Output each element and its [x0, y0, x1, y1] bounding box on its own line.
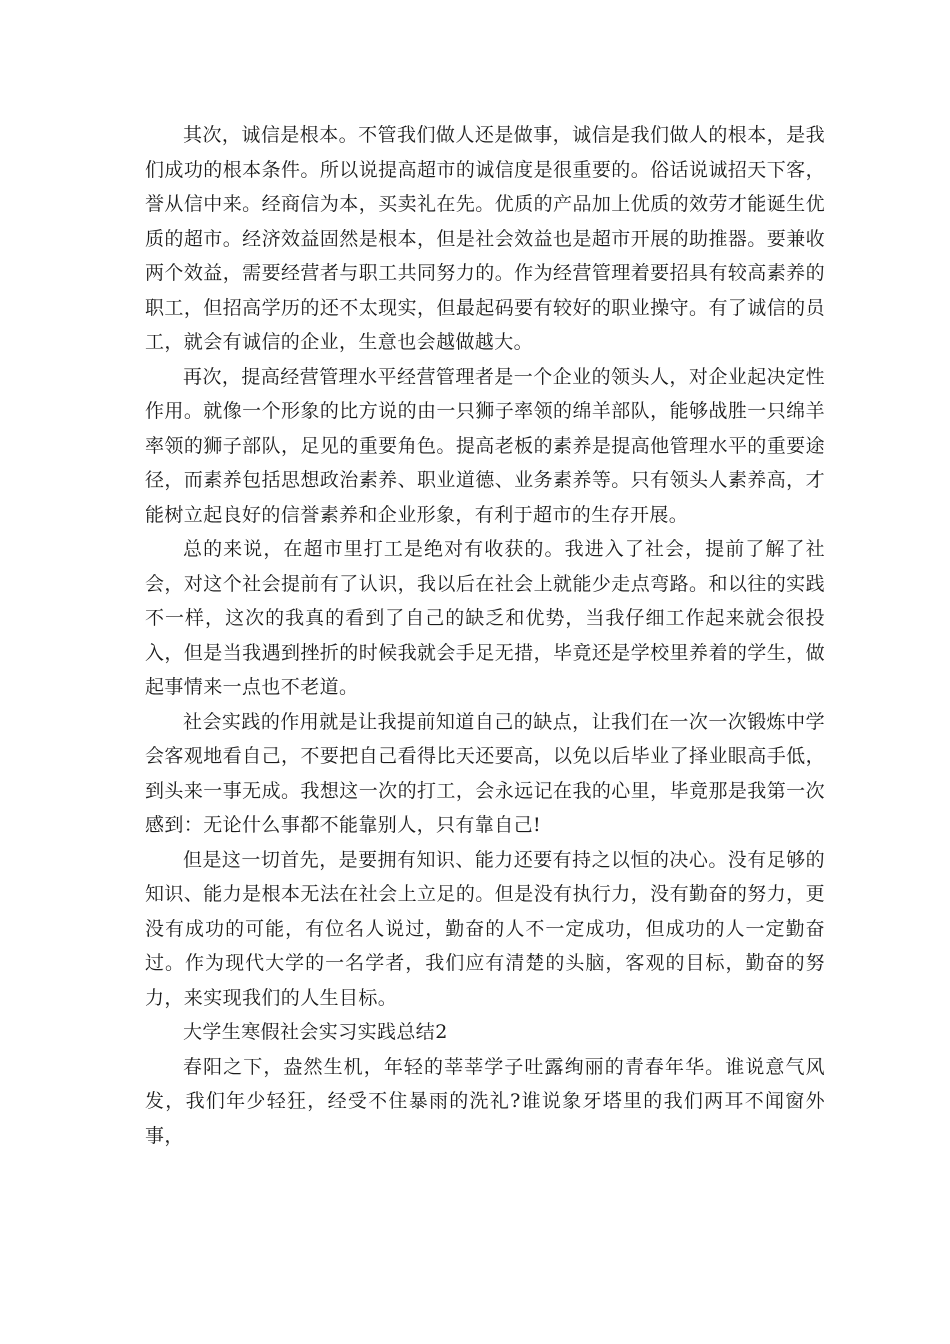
paragraph-practice-role: 社会实践的作用就是让我提前知道自己的缺点，让我们在一次一次锻炼中学会客观地看自己，不要把自己看得比天还要高，以免以后毕业了择业眼高手低，到头来一事无成。我想这一次的打工，会永远记在我的心里，毕竟那是我第一次感到：无论什么事都不能靠别人，只有靠自己!	[145, 710, 825, 836]
paragraph-management: 再次，提高经营管理水平经营管理者是一个企业的领头人，对企业起决定性作用。就像一个形象的比方说的由一只狮子率领的绵羊部队，能够战胜一只绵羊率领的狮子部队，足见的重要角色。提高老板的素养是提高他管理水平的重要途径，而素养包括思想政治素养、职业道德、业务素养等。只有领头人素养高，才能树立起良好的信誉素养和企业形象，有利于超市的生存开展。	[145, 365, 825, 526]
document-body	[145, 118, 825, 1153]
paragraph-integrity: 其次，诚信是根本。不管我们做人还是做事，诚信是我们做人的根本，是我们成功的根本条件。所以说提高超市的诚信度是很重要的。俗话说诚招天下客，誉从信中来。经商信为本，买卖礼在先。优质的产品加上优质的效劳才能诞生优质的超市。经济效益固然是根本，但是社会效益也是超市开展的助推器。要兼收两个效益，需要经营者与职工共同努力的。作为经营管理着要招具有较高素养的职工，但招高学历的还不太现实，但最起码要有较好的职业操守。有了诚信的员工，就会有诚信的企业，生意也会越做越大。	[145, 124, 825, 353]
paragraph-spring: 春阳之下，盎然生机，年轻的莘莘学子吐露绚丽的青春年华。谁说意气风发，我们年少轻狂，经受不住暴雨的洗礼?谁说象牙塔里的我们两耳不闻窗外事，	[145, 1055, 825, 1147]
section-title: 大学生寒假社会实习实践总结2	[183, 1021, 448, 1043]
paragraph-summary: 总的来说，在超市里打工是绝对有收获的。我进入了社会，提前了解了社会，对这个社会提前有了认识，我以后在社会上就能少走点弯路。和以往的实践不一样，这次的我真的看到了自己的缺乏和优势，当我仔细工作起来就会很投入，但是当我遇到挫折的时候我就会手足无措，毕竟还是学校里养着的学生，做起事情来一点也不老道。	[145, 538, 825, 698]
paragraph-knowledge: 但是这一切首先，是要拥有知识、能力还要有持之以恒的决心。没有足够的知识、能力是根本无法在社会上立足的。但是没有执行力，没有勤奋的努力，更没有成功的可能，有位名人说过，勤奋的人不一定成功，但成功的人一定勤奋过。作为现代大学的一名学者，我们应有清楚的头脑，客观的目标，勤奋的努力，来实现我们的人生目标。	[145, 848, 825, 1009]
